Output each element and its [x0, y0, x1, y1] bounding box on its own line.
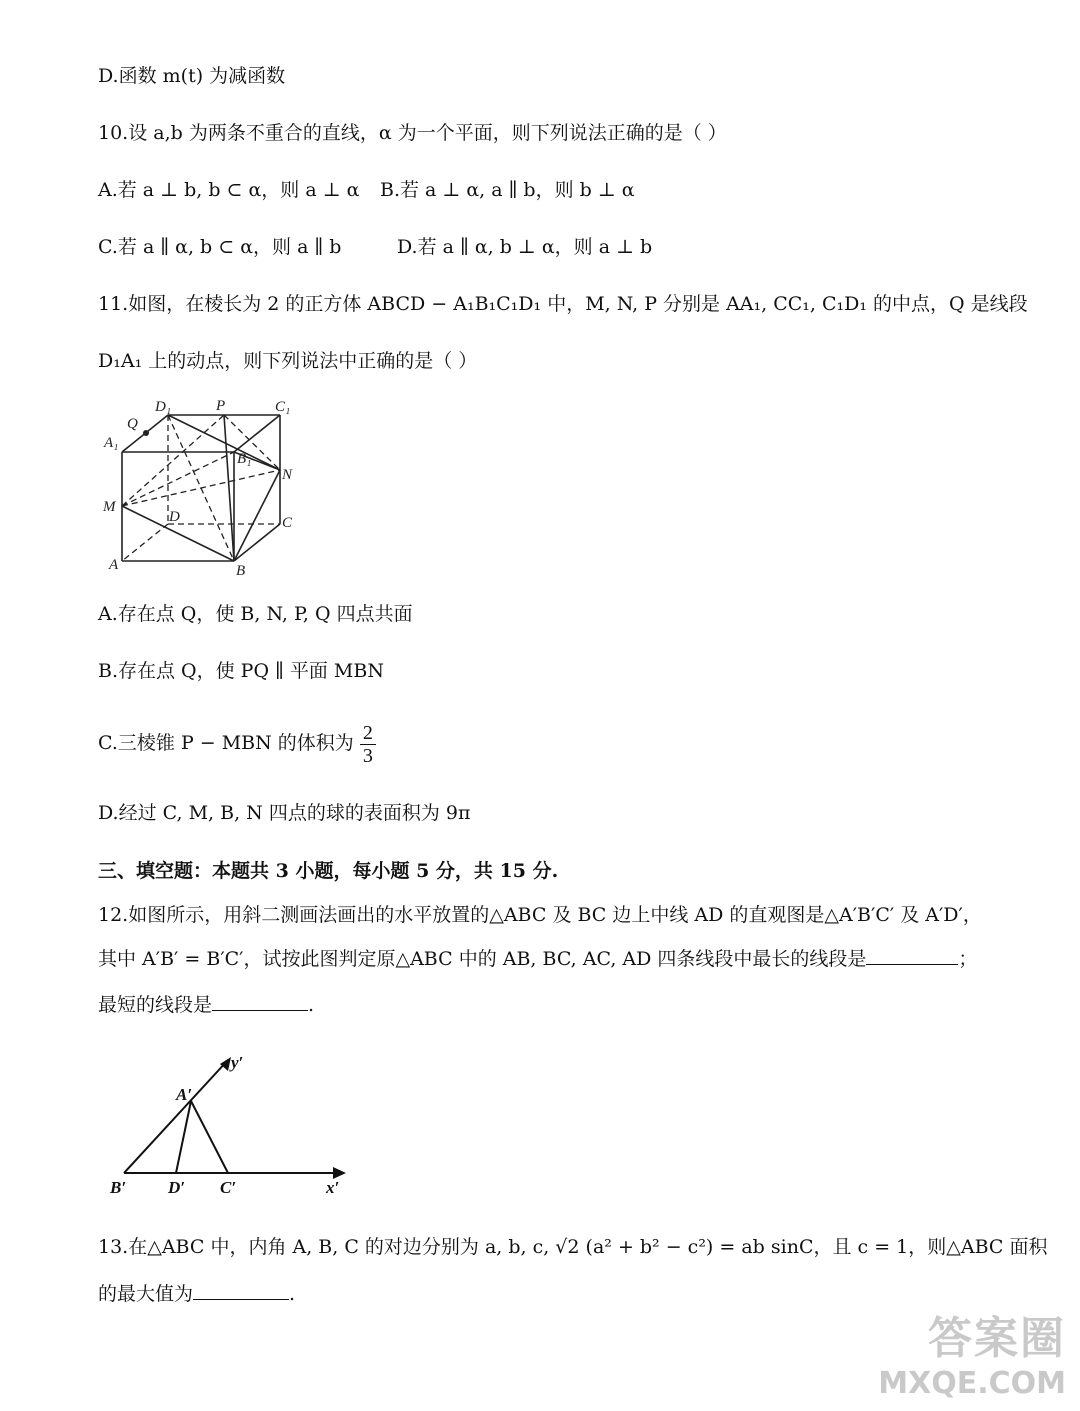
edge-c-b: [234, 524, 280, 561]
q10-option-b: B.若 a ⊥ α, a ∥ b，则 b ⊥ α: [380, 179, 635, 201]
q11-stem-line2: D₁A₁ 上的动点，则下列说法中正确的是（ ）: [98, 350, 478, 372]
label-p: P: [216, 398, 226, 414]
q11-option-d: D.经过 C, M, B, N 四点的球的表面积为 9π: [98, 802, 471, 824]
q12-line3-text: 最短的线段是: [98, 994, 213, 1016]
section-heading: 三、填空题：本题共 3 小题，每小题 5 分，共 15 分.: [98, 860, 559, 882]
label-m: M: [103, 499, 116, 515]
answer-blank-shortest[interactable]: [212, 990, 308, 1011]
q10-option-d: D.若 a ∥ α, b ⊥ α，则 a ⊥ b: [397, 236, 653, 258]
q11-stem-line1: 11.如图，在棱长为 2 的正方体 ABCD − A₁B₁C₁D₁ 中，M, N, P 分别是 AA₁, CC₁, C₁D₁ 的中点，Q 是线段: [98, 293, 1028, 315]
answer-blank-max-area[interactable]: [193, 1279, 289, 1300]
q12-line2-end: ；: [958, 948, 978, 970]
oblique-triangle-figure: [104, 1045, 354, 1200]
q12-line2-text: 其中 A′B′ = B′C′，试按此图判定原△ABC 中的 AB, BC, AC, AD 四条线段中最长的线段是: [98, 948, 867, 970]
q11-option-a: A.存在点 Q，使 B, N, P, Q 四点共面: [98, 603, 413, 625]
label-d1: D₁: [155, 399, 172, 415]
watermark-site: MXQE.COM: [878, 1366, 1066, 1401]
segment-a-d: [176, 1101, 191, 1173]
q13-line2: [98, 1279, 295, 1309]
q12-line3-end: .: [308, 994, 315, 1016]
hidden-segment-d1-b: [168, 415, 234, 561]
label-c-prime: C′: [220, 1178, 237, 1197]
label-a-prime: A′: [176, 1085, 193, 1104]
edge-c1-b1: [234, 415, 280, 452]
q13-line2-text: 的最大值为: [98, 1283, 194, 1305]
label-a1: A₁: [104, 435, 119, 451]
q11-option-c-text: C.三棱锥 P − MBN 的体积为: [98, 732, 354, 754]
cube-figure: [96, 392, 306, 582]
hidden-edge-d-a: [122, 524, 168, 561]
q12-line3: [98, 990, 314, 1020]
fraction-numerator: 2: [360, 722, 376, 745]
q13-line1: 13.在△ABC 中，内角 A, B, C 的对边分别为 a, b, c, √2 (a² + b² − c²) = ab sinC，且 c = 1，则△ABC 面积: [98, 1236, 1048, 1258]
label-b-prime: B′: [110, 1178, 127, 1197]
y-axis-line: [124, 1060, 228, 1173]
q11-option-c: [98, 720, 376, 767]
label-q: Q: [127, 416, 138, 432]
label-a: A: [109, 557, 119, 573]
segment-p-b: [224, 415, 234, 561]
fraction-two-thirds: [360, 722, 376, 767]
q10-stem: 10.设 a,b 为两条不重合的直线，α 为一个平面，则下列说法正确的是（ ）: [98, 122, 727, 144]
hidden-segment-p-n: [224, 415, 280, 470]
label-d-prime: D′: [168, 1178, 186, 1197]
q13-line2-end: .: [289, 1283, 296, 1305]
segment-a-c: [191, 1101, 228, 1173]
q12-line2: [98, 944, 977, 974]
label-c: C: [282, 515, 293, 531]
fraction-denominator: 3: [362, 744, 373, 767]
q10-option-a: A.若 a ⊥ b, b ⊂ α，则 a ⊥ α: [98, 179, 360, 201]
label-x-axis: x′: [326, 1178, 340, 1197]
watermark: [878, 1302, 1066, 1401]
q10-option-c: C.若 a ∥ α, b ⊂ α，则 a ∥ b: [98, 236, 342, 258]
label-b1: B₁: [237, 451, 252, 467]
q9-option-d: D.函数 m(t) 为减函数: [98, 65, 286, 87]
label-b: B: [236, 563, 246, 579]
label-d: D: [169, 509, 180, 525]
label-c1: C₁: [275, 399, 291, 415]
answer-blank-longest[interactable]: [866, 944, 958, 965]
point-q-dot: [143, 430, 149, 436]
y-axis-arrow: [220, 1057, 231, 1071]
q11-option-b: B.存在点 Q，使 PQ ∥ 平面 MBN: [98, 660, 384, 682]
watermark-logo: 答案圈: [928, 1313, 1066, 1364]
q12-line1: 12.如图所示，用斜二测画法画出的水平放置的△ABC 及 BC 边上中线 AD 的直观图是△A′B′C′ 及 A′D′，: [98, 904, 982, 926]
hidden-segment-m-b1: [122, 452, 234, 506]
segment-n-b: [234, 470, 280, 561]
label-y-axis: y′: [231, 1053, 244, 1072]
label-n: N: [282, 467, 293, 483]
